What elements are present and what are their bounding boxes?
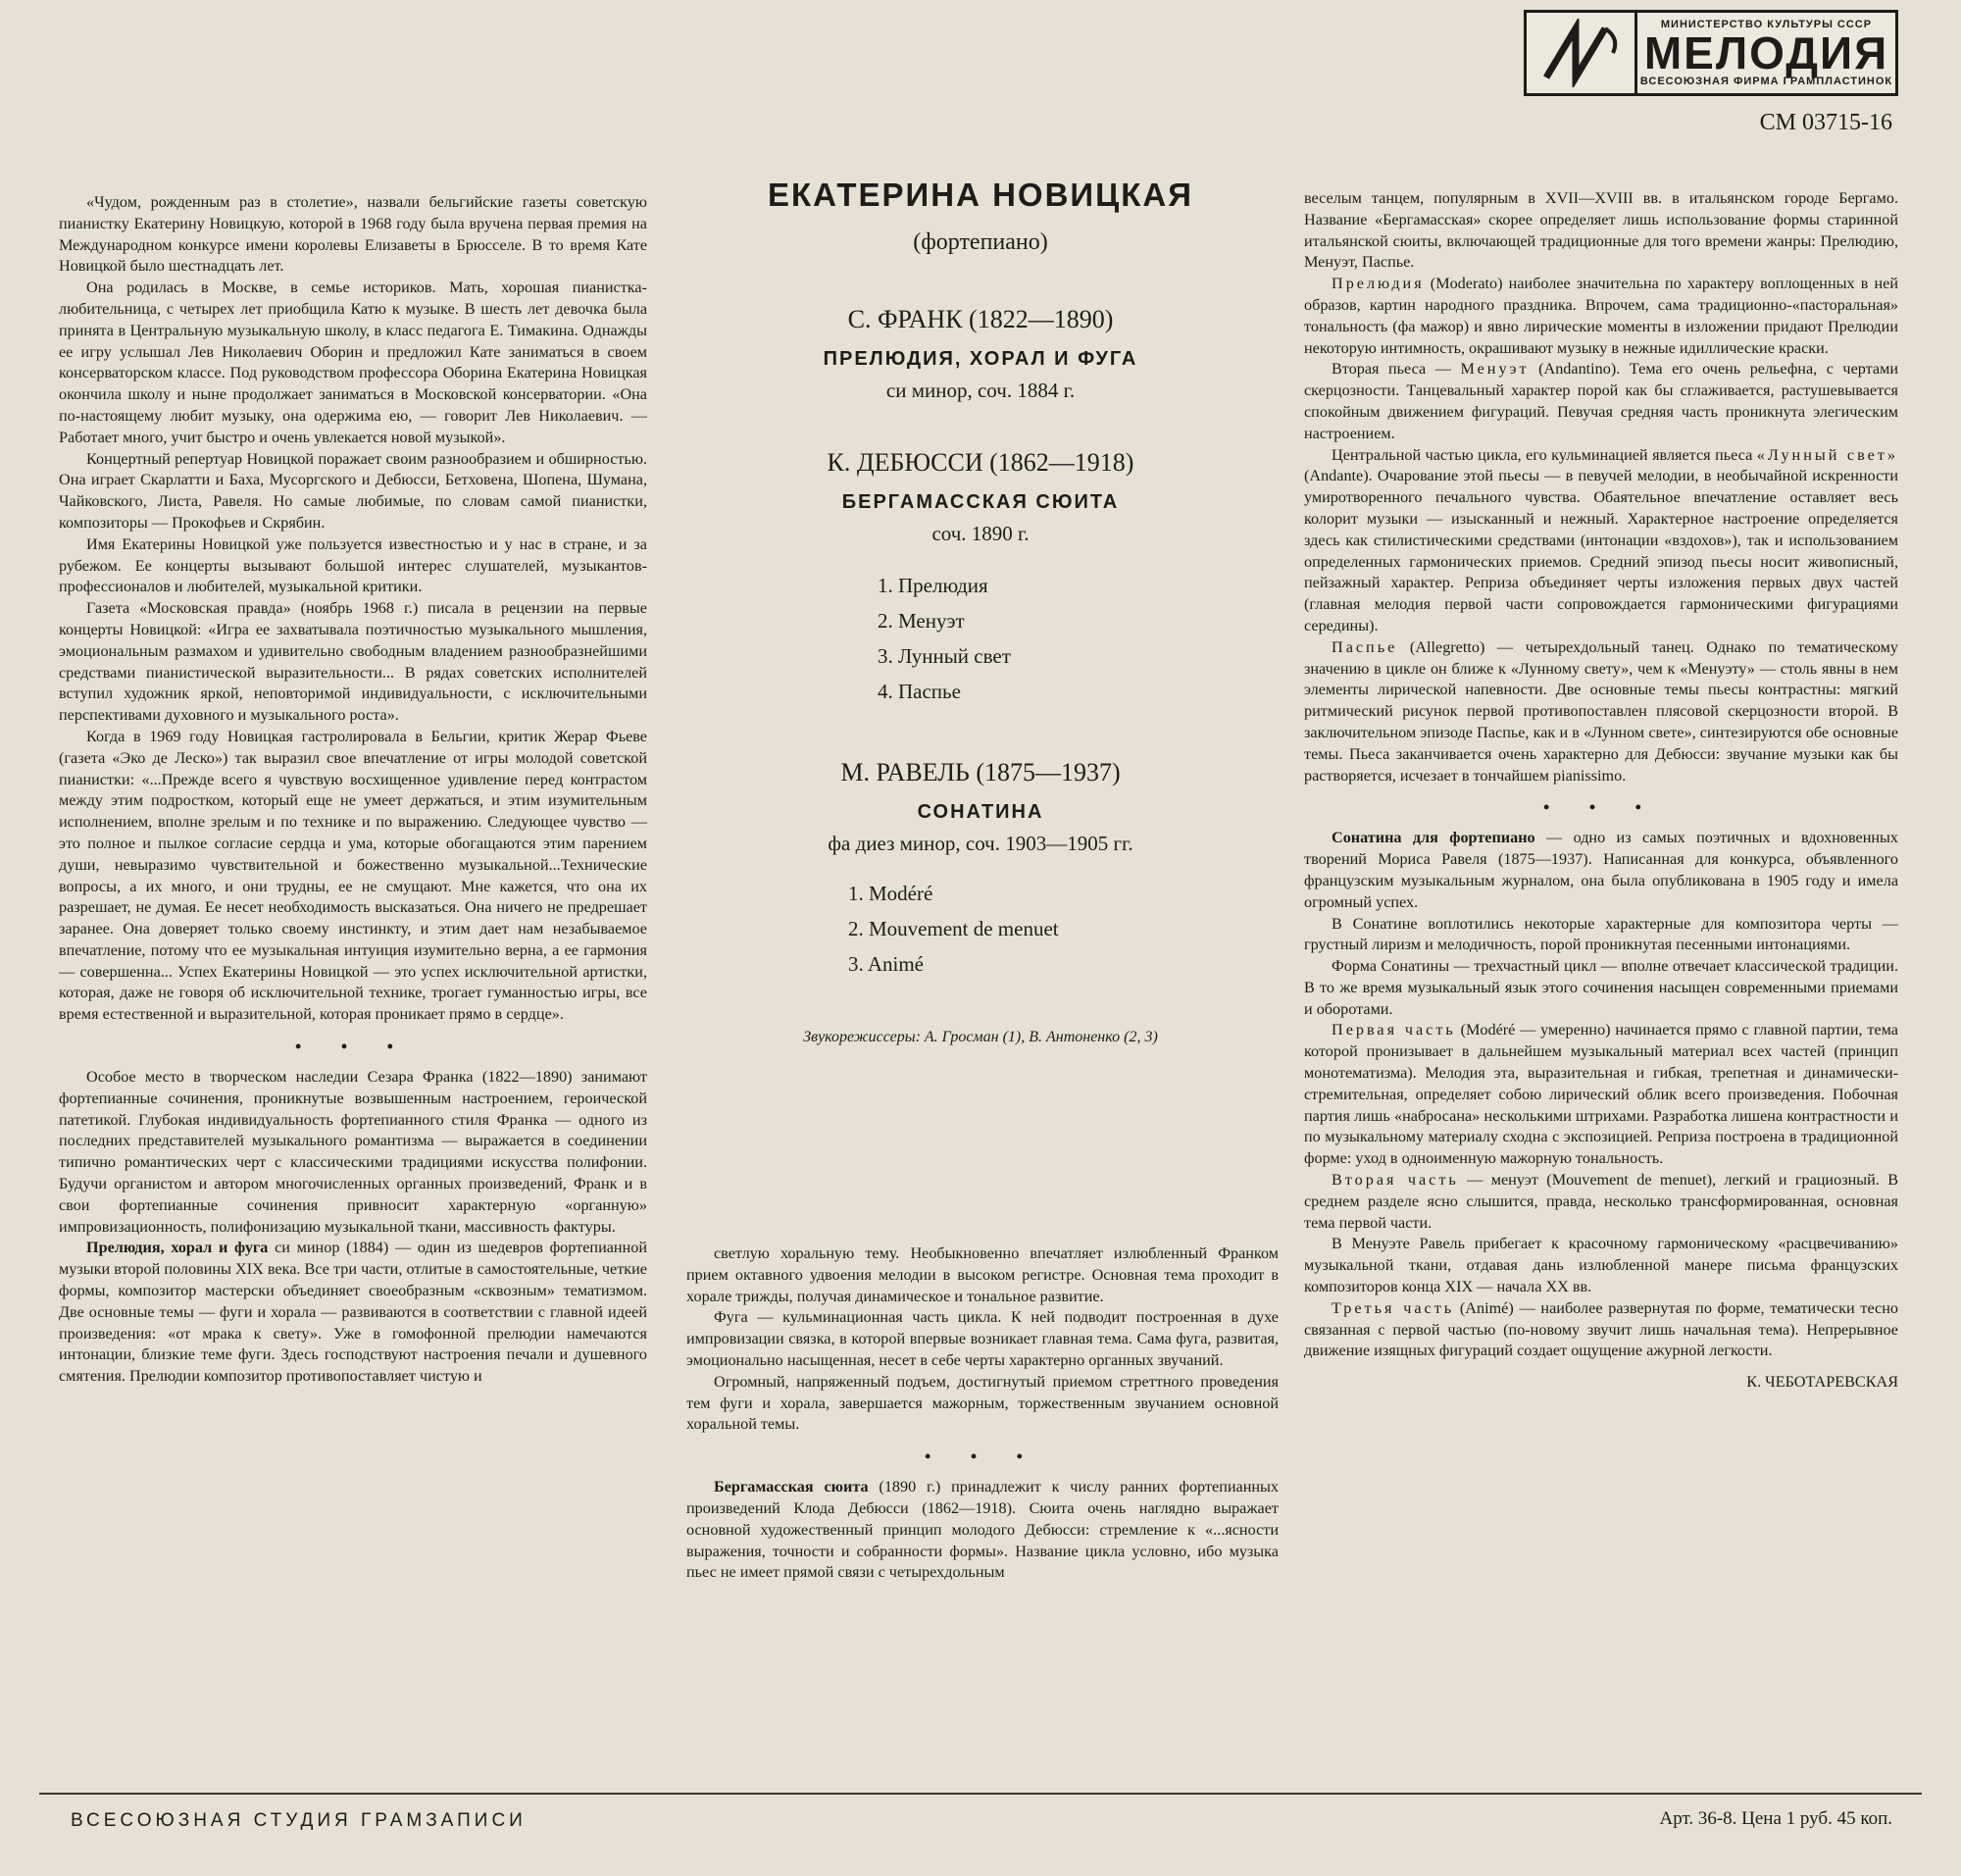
work-title-inline: Прелюдия, хорал и фуга: [86, 1239, 269, 1257]
paragraph: [1304, 1020, 1898, 1170]
work-debussy: [677, 448, 1284, 709]
composer: К. ДЕБЮССИ (1862—1918): [827, 448, 1134, 477]
paragraph: [1304, 359, 1898, 444]
movement-name-inline: Прелюдия: [1332, 275, 1425, 293]
sound-engineers: Звукорежиссеры: А. Гросман (1), В. Антоненко (2, 3): [803, 1029, 1158, 1045]
movement-name-inline: Вторая часть: [1332, 1171, 1459, 1190]
paragraph-text: (Andantino). Тема его очень рельефна, с чертами скерцозности. Танцевальный характер порой как бы сглаживается, растушевывается спокойным движением фигураций. Певучая средняя часть проникнута элегическим настроением.: [1304, 360, 1898, 442]
paragraph: Особое место в творческом наследии Сезара Франка (1822—1890) занимают фортепианные сочинения, проникнутые возвышенным настроением, героической патетикой. Глубокая индивидуальность фортепианного стиля Франка — одного из последних представителей музыкального романтизма — выражается в соединении типично романтических черт с классическими традициями искусства полифонии. Будучи органистом и автором многочисленных органных произведений, Франк и в свои фортепианные сочинения привносит характерную «органную» импровизационность, полифонизацию музыкальной ткани, массивность фактуры.: [59, 1068, 647, 1236]
movement: 4. Паспье: [878, 680, 961, 703]
artist-name: ЕКАТЕРИНА НОВИЦКАЯ: [768, 177, 1193, 213]
paragraph: [1304, 637, 1898, 787]
work-title: БЕРГАМАССКАЯ СЮИТА: [841, 491, 1120, 513]
work-title-inline: Бергамасская сюита: [714, 1478, 869, 1496]
paragraph-text: си минор (1884) — один из шедевров фортепианной музыки второй половины XIX века. Все три части, отлитые в самостоятельные, четкие формы, композитор мастерски объединяет своеобразным «сквозным» тематизмом. Две основные темы — фуги и хорала — развиваются в соответствии с главной идеей произведения: «от мрака к свету». Уже в гомофонной прелюдии намечаются интонации, близкие теме фуги. Здесь господствуют настроения печали и душевного смятения. Прелюдии композитор противопоставляет чистую и: [59, 1239, 647, 1386]
paragraph: Она родилась в Москве, в семье историков. Мать, хорошая пианистка-любительница, с четырех лет приобщила Катю к музыке. В шесть лет девочка была принята в Центральную музыкальную школу, в класс педагога Е. Тимакина. Однажды ее игру услышал Лев Николаевич Оборин и предложил Кате заниматься в своем консерваторском классе. Под руководством профессора Оборина Екатерина Новицкая окончила школу и ныне продолжает заниматься в Московской консерватории. «Она по-настоящему любит музыку, она одержима ею, — говорит Лев Николаевич. — Работает много, учит быстро и очень увлекается новой музыкой».: [59, 279, 647, 446]
paragraph-text: (Animé) — наиболее развернутая по форме, тематически тесно связанная с первой частью (по-новому звучит лишь начальная тема). Непрерывное движение изящных фигураций создает ощущение ажурной легкости.: [1304, 1298, 1898, 1360]
work-opus: си минор, соч. 1884 г.: [885, 379, 1076, 402]
melodiya-logo: [1524, 10, 1898, 96]
paragraph: веселым танцем, популярным в XVII—XVIII вв. в итальянском городе Бергамо. Название «Бергамасская» скорее определяет лишь использование формы старинной итальянской сюиты, включающей традиционные для того времени жанры: Прелюдию, Менуэт, Паспье.: [1304, 189, 1898, 272]
program-listing: [677, 177, 1284, 1046]
studio-name: ВСЕСОЮЗНАЯ СТУДИЯ ГРАМЗАПИСИ: [71, 1810, 527, 1831]
paragraph: [59, 1238, 647, 1388]
paragraph: Форма Сонатины — трехчастный цикл — вполне отвечает классической традиции. В то же время музыкальный язык этого сочинения насыщен современными приемами и оборотами.: [1304, 957, 1898, 1018]
movement-name-inline: Менуэт: [1460, 360, 1530, 379]
paragraph: В Сонатине воплотились некоторые характерные для композитора черты — грустный лиризм и мелодичность, порой проникнутая песенными интонациями.: [1304, 914, 1898, 954]
logo-firm: ВСЕСОЮЗНАЯ ФИРМА ГРАМПЛАСТИНОК: [1639, 76, 1893, 87]
work-opus: фа диез минор, соч. 1903—1905 гг.: [828, 832, 1133, 855]
paragraph: Имя Екатерины Новицкой уже пользуется известностью и у нас в стране, и за рубежом. Ее концерты вызывают большой интерес слушателей, музыкантов-профессионалов и любителей, музыкальной критики.: [59, 534, 647, 596]
work-title-inline: Сонатина для фортепиано: [1332, 829, 1535, 847]
movement: 2. Менуэт: [878, 609, 965, 633]
paragraph-text: (Allegretto) — четырехдольный танец. Однако по тематическому значению в цикле он ближе к «Лунному свету», чем к «Менуэту» — столь явны в нем элементы лирической напевности. Две основные темы пьесы контрастны: мягкий ритмический рисунок первой противопоставлен плясовой скерцозности второй. В заключительном эпизоде Паспье, как и в «Лунном свете», синтезируются обе основные темы. Пьеса заканчивается очень характерно для Дебюсси: звучание музыки как бы растворяется, исчезает в тончайшем pianissimo.: [1304, 637, 1898, 785]
middle-column-bottom: [686, 1243, 1279, 1584]
paragraph: [1304, 445, 1898, 637]
work-franck: [677, 305, 1284, 403]
movement-name-inline: Третья часть: [1332, 1298, 1455, 1317]
movement-name-inline: «Лунный свет»: [1756, 445, 1898, 464]
paragraph-text: (Modéré — умеренно) начинается прямо с главной партии, тема которой пронизывает в дальнейшем музыкальный материал всех частей (принцип монотематизма). Мелодия эта, выразительная и гибкая, трепетная и динамически-стремительная, определяет собою лирический облик всего произведения. Побочная партия лишь «набросана» несколькими штрихами. Разработка лишена контрастности и по музыкальному материалу сходна с экспозицией. Реприза построена в традиционной форме: уход в одноименную мажорную тональность.: [1304, 1021, 1898, 1168]
work-ravel: [677, 758, 1284, 982]
paragraph: В Менуэте Равель прибегает к красочному гармоническому «расцвечиванию» музыкальной ткани, отдавая дань излюбленной манере письма французских композиторов конца XIX — начала XX вв.: [1304, 1235, 1898, 1296]
paragraph: Концертный репертуар Новицкой поражает своим разнообразием и обширностью. Она играет Скарлатти и Баха, Мусоргского и Дебюсси, Бетховена, Шопена, Шумана, Чайковского, Листа, Равеля. Но самые любимые, по словам самой пианистки, композиторы — Прокофьев и Скрябин.: [59, 449, 647, 532]
paragraph: Огромный, напряженный подъем, достигнутый приемом стреттного проведения тем фуги и хорала, завершается мажорным, торжественным звучанием основной хоральной темы.: [686, 1372, 1279, 1434]
paragraph-text: — одно из самых поэтичных и вдохновенных творений Мориса Равеля (1875—1937). Написанная для конкурса, объявленного французским музыкальным журналом, она была опубликована в 1905 году и имела огромный успех.: [1304, 829, 1898, 911]
paragraph: Газета «Московская правда» (ноябрь 1968 г.) писала в рецензии на первые концерты Новицкой: «Игра ее захватывала поэтичностью музыкального мышления, эмоциональным размахом и удивительно свободным владением разнообразнейшими средствами пианистической выразительности... В рядах советских исполнителей вступил художник яркой, неповторимой индивидуальности, с исключительными перспективами духовного и музыкального роста».: [59, 599, 647, 725]
movement-name-inline: Паспье: [1332, 637, 1398, 656]
paragraph: светлую хоральную тему. Необыкновенно впечатляет излюбленный Франком прием октавного удвоения мелодии в высоком регистре. Основная тема проходит в хорале трижды, получая динамическое и тональное развитие.: [686, 1244, 1279, 1305]
paragraph-text: (Moderato) наиболее значительна по характеру воплощенных в ней образов, картин народного праздника. Впрочем, сама традиционно-«пасторальная» тональность (фа мажор) и явно лирические моменты в изложении придают Прелюдии некоторую интимность, окрашивают музыку в нежные идиллические краски.: [1304, 275, 1898, 357]
price-line: Арт. 36-8. Цена 1 руб. 45 коп.: [1659, 1808, 1892, 1829]
author-signature: К. ЧЕБОТАРЕВСКАЯ: [1746, 1373, 1898, 1392]
work-title: СОНАТИНА: [917, 801, 1044, 823]
paragraph: «Чудом, рожденным раз в столетие», назвали бельгийские газеты советскую пианистку Екатерину Новицкую, которой в 1968 году была вручена первая премия на Международном конкурсе имени королевы Елизаветы в Брюсселе. В то время Кате Новицкой было шестнадцать лет.: [59, 193, 647, 276]
logo-text: [1637, 13, 1895, 93]
paragraph: [1304, 1298, 1898, 1362]
footer-rule: [39, 1793, 1922, 1795]
catalog-number: СМ 03715-16: [1759, 110, 1892, 135]
work-title: ПРЕЛЮДИЯ, ХОРАЛ И ФУГА: [823, 348, 1138, 370]
melodiya-emblem-icon: [1527, 13, 1637, 93]
paragraph: [1304, 1170, 1898, 1234]
movement: 3. Animé: [848, 952, 924, 976]
composer: М. РАВЕЛЬ (1875—1937): [840, 758, 1121, 786]
paragraph-text: Вторая пьеса —: [1332, 360, 1461, 379]
paragraph-text: Центральной частью цикла, его кульминацией является пьеса: [1332, 445, 1757, 464]
left-column-top: [59, 192, 647, 1388]
section-divider: • • •: [925, 1446, 1040, 1467]
logo-ministry: МИНИСТЕРСТВО КУЛЬТУРЫ СССР: [1660, 19, 1873, 30]
work-opus: соч. 1890 г.: [931, 522, 1030, 545]
right-column: [1304, 188, 1898, 1394]
movement: 1. Modéré: [848, 882, 933, 905]
movement-list: [848, 876, 1284, 982]
paragraph: Фуга — кульминационная часть цикла. К ней подводит построенная в духе импровизации связка, в которой впервые возникает главная тема. Сама фуга, развитая, эмоционально насыщенная, несет в себе черты характерно органных звучаний.: [686, 1308, 1279, 1369]
paragraph: [1304, 828, 1898, 913]
movement: 1. Прелюдия: [878, 574, 988, 597]
composer: С. ФРАНК (1822—1890): [847, 305, 1114, 333]
paragraph: Когда в 1969 году Новицкая гастролировала в Бельгии, критик Жерар Фьеве (газета «Эко де Леско») так выразил свое впечатление от игры молодой советской пианистки: «...Прежде всего я чувствую восхищенное удивление перед контрастом между этим подростком, который еще не умеет держаться, и этим изумительным исполнением, вполне зрелым и по технике и по выражению. Следующее чувство — это полное и пылкое согласие сердца и ума, которые обогащаются этим парением души, невыразимо чувствительной и божественно музыкальной...Технические вопросы, а их много, и они трудны, ее не смущают. Мне кажется, что она их разрешает, не думая. Ее несет необходимость высказаться. Она ничего не предрешает заранее. Она доверяет только своему инстинкту, и этим дает нам незабываемое впечатление, потому что ее музыкальная интуиция изумительно верна, а ее гармония — совершенна... Успех Екатерины Новицкой — это успех исключительной артистки, которая, даже не говоря об исключительной технике, трогает гуманностью игры, все время естественной и выразительной, которая проникает прямо в сердце».: [59, 727, 647, 1024]
paragraph-text: (Andante). Очарование этой пьесы — в певучей мелодии, в необычайной искренности умиротворенного печального чувства. Обаятельное впечатление оставляет весь колорит музыки — изысканный и нежный. Характерное настроение определяется здесь как стилистическими средствами (интонации «вздохов»), так и использованием определенных гармонических приемов. Средний эпизод пьесы носит живописный, пейзажный характер. Реприза объединяет черты изложения первых двух частей (главная мелодия первой части сопровождается гармоническими фигурациями середины).: [1304, 467, 1898, 634]
paragraph: [686, 1477, 1279, 1584]
movement: 2. Mouvement de menuet: [848, 917, 1059, 940]
movement-name-inline: Первая часть: [1332, 1021, 1456, 1039]
logo-brand: МЕЛОДИЯ: [1643, 27, 1889, 78]
section-divider: • • •: [295, 1037, 411, 1057]
paragraph-text: (1890 г.) принадлежит к числу ранних фортепианных произведений Клода Дебюсси (1862—1918). Сюита очень наглядно выражает основной художественный принцип молодого Дебюсси: стремление к «...ясности выражения, точности и собранности формы». Название цикла условно, ибо музыка пьес не имеет прямой связи с четырехдольным: [686, 1478, 1279, 1582]
section-divider: • • •: [1543, 797, 1659, 818]
paragraph: [1304, 274, 1898, 359]
instrument: (фортепиано): [913, 229, 1048, 255]
paragraph-text: — менуэт (Mouvement de menuet), легкий и грациозный. В среднем разделе ясно слышится, правда, несколько трансформированная, основная тема первой части.: [1304, 1171, 1898, 1232]
movement-list: [878, 568, 1284, 709]
movement: 3. Лунный свет: [878, 644, 1011, 668]
